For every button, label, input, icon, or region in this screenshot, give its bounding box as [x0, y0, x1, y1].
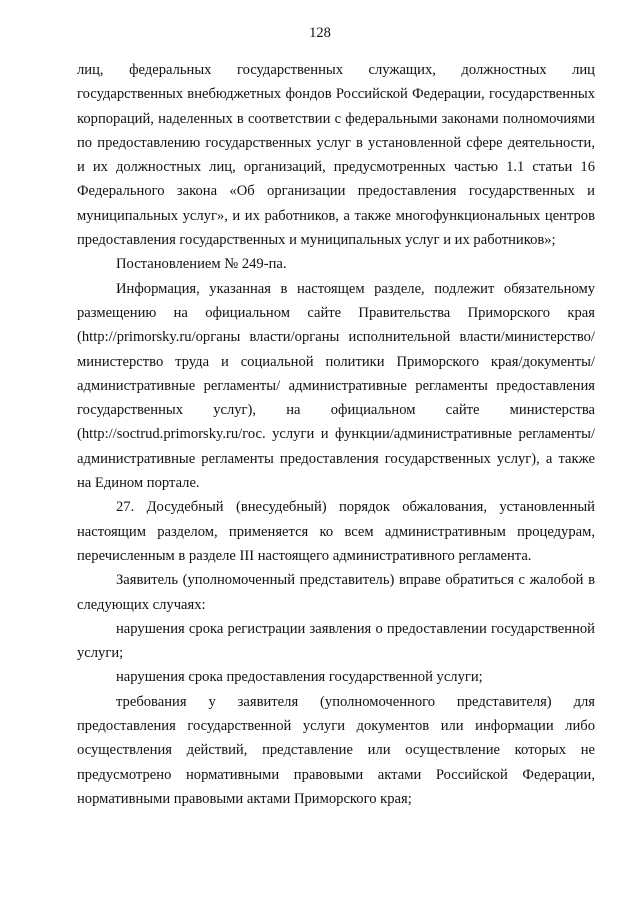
paragraph-7: нарушения срока предоставления государственной услуги;: [116, 669, 483, 686]
paragraph-2: Постановлением № 249-па.: [116, 256, 287, 273]
paragraph-1: лиц, федеральных государственных служащих, должностных лиц государственных внебюджетных фондов Российской Федерации, государственных корпораций, наделенных в соответствии с федеральными законами полномочиями по предоставлению государственных услуг в установленной сфере деятельности, и их должностных лиц, организаций, предусмотренных частью 1.1 статьи 16 Федерального закона «Об организации предоставления государственных и муниципальных услуг», и их работников, а также многофункциональных центров предоставления государственных и муниципальных услуг и их работников»;: [77, 62, 595, 249]
paragraph-5: Заявитель (уполномоченный представитель) вправе обратиться с жалобой в следующих случаях:: [77, 572, 595, 613]
paragraph-3: Информация, указанная в настоящем разделе, подлежит обязательному размещению на официальном сайте Правительства Приморского края (http://primorsky.ru/органы власти/органы исполнительной власти/министерство/министерство труда и социальной политики Приморского края/документы/административные регламенты/ административные регламенты предоставления государственных услуг), на официальном сайте министерства (http://soctrud.primorsky.ru/гос. услуги и функции/административные регламенты/административные регламенты предоставления государственных услуг), а также на Едином портале.: [77, 280, 595, 492]
page-number: 128: [309, 25, 331, 41]
paragraph-4: 27. Досудебный (внесудебный) порядок обжалования, установленный настоящим разделом, применяется ко всем административным процедурам, перечисленным в разделе III настоящего административного регламента.: [77, 499, 595, 564]
paragraph-6: нарушения срока регистрации заявления о предоставлении государственной услуги;: [77, 620, 595, 662]
document-body: [77, 58, 595, 811]
paragraph-8: требования у заявителя (уполномоченного представителя) для предоставления государственной услуги документов или информации либо осуществления действий, представление или осуществление которых не предусмотрено нормативными правовыми актами Российской Федерации, нормативными правовыми актами Приморского края;: [77, 693, 595, 807]
